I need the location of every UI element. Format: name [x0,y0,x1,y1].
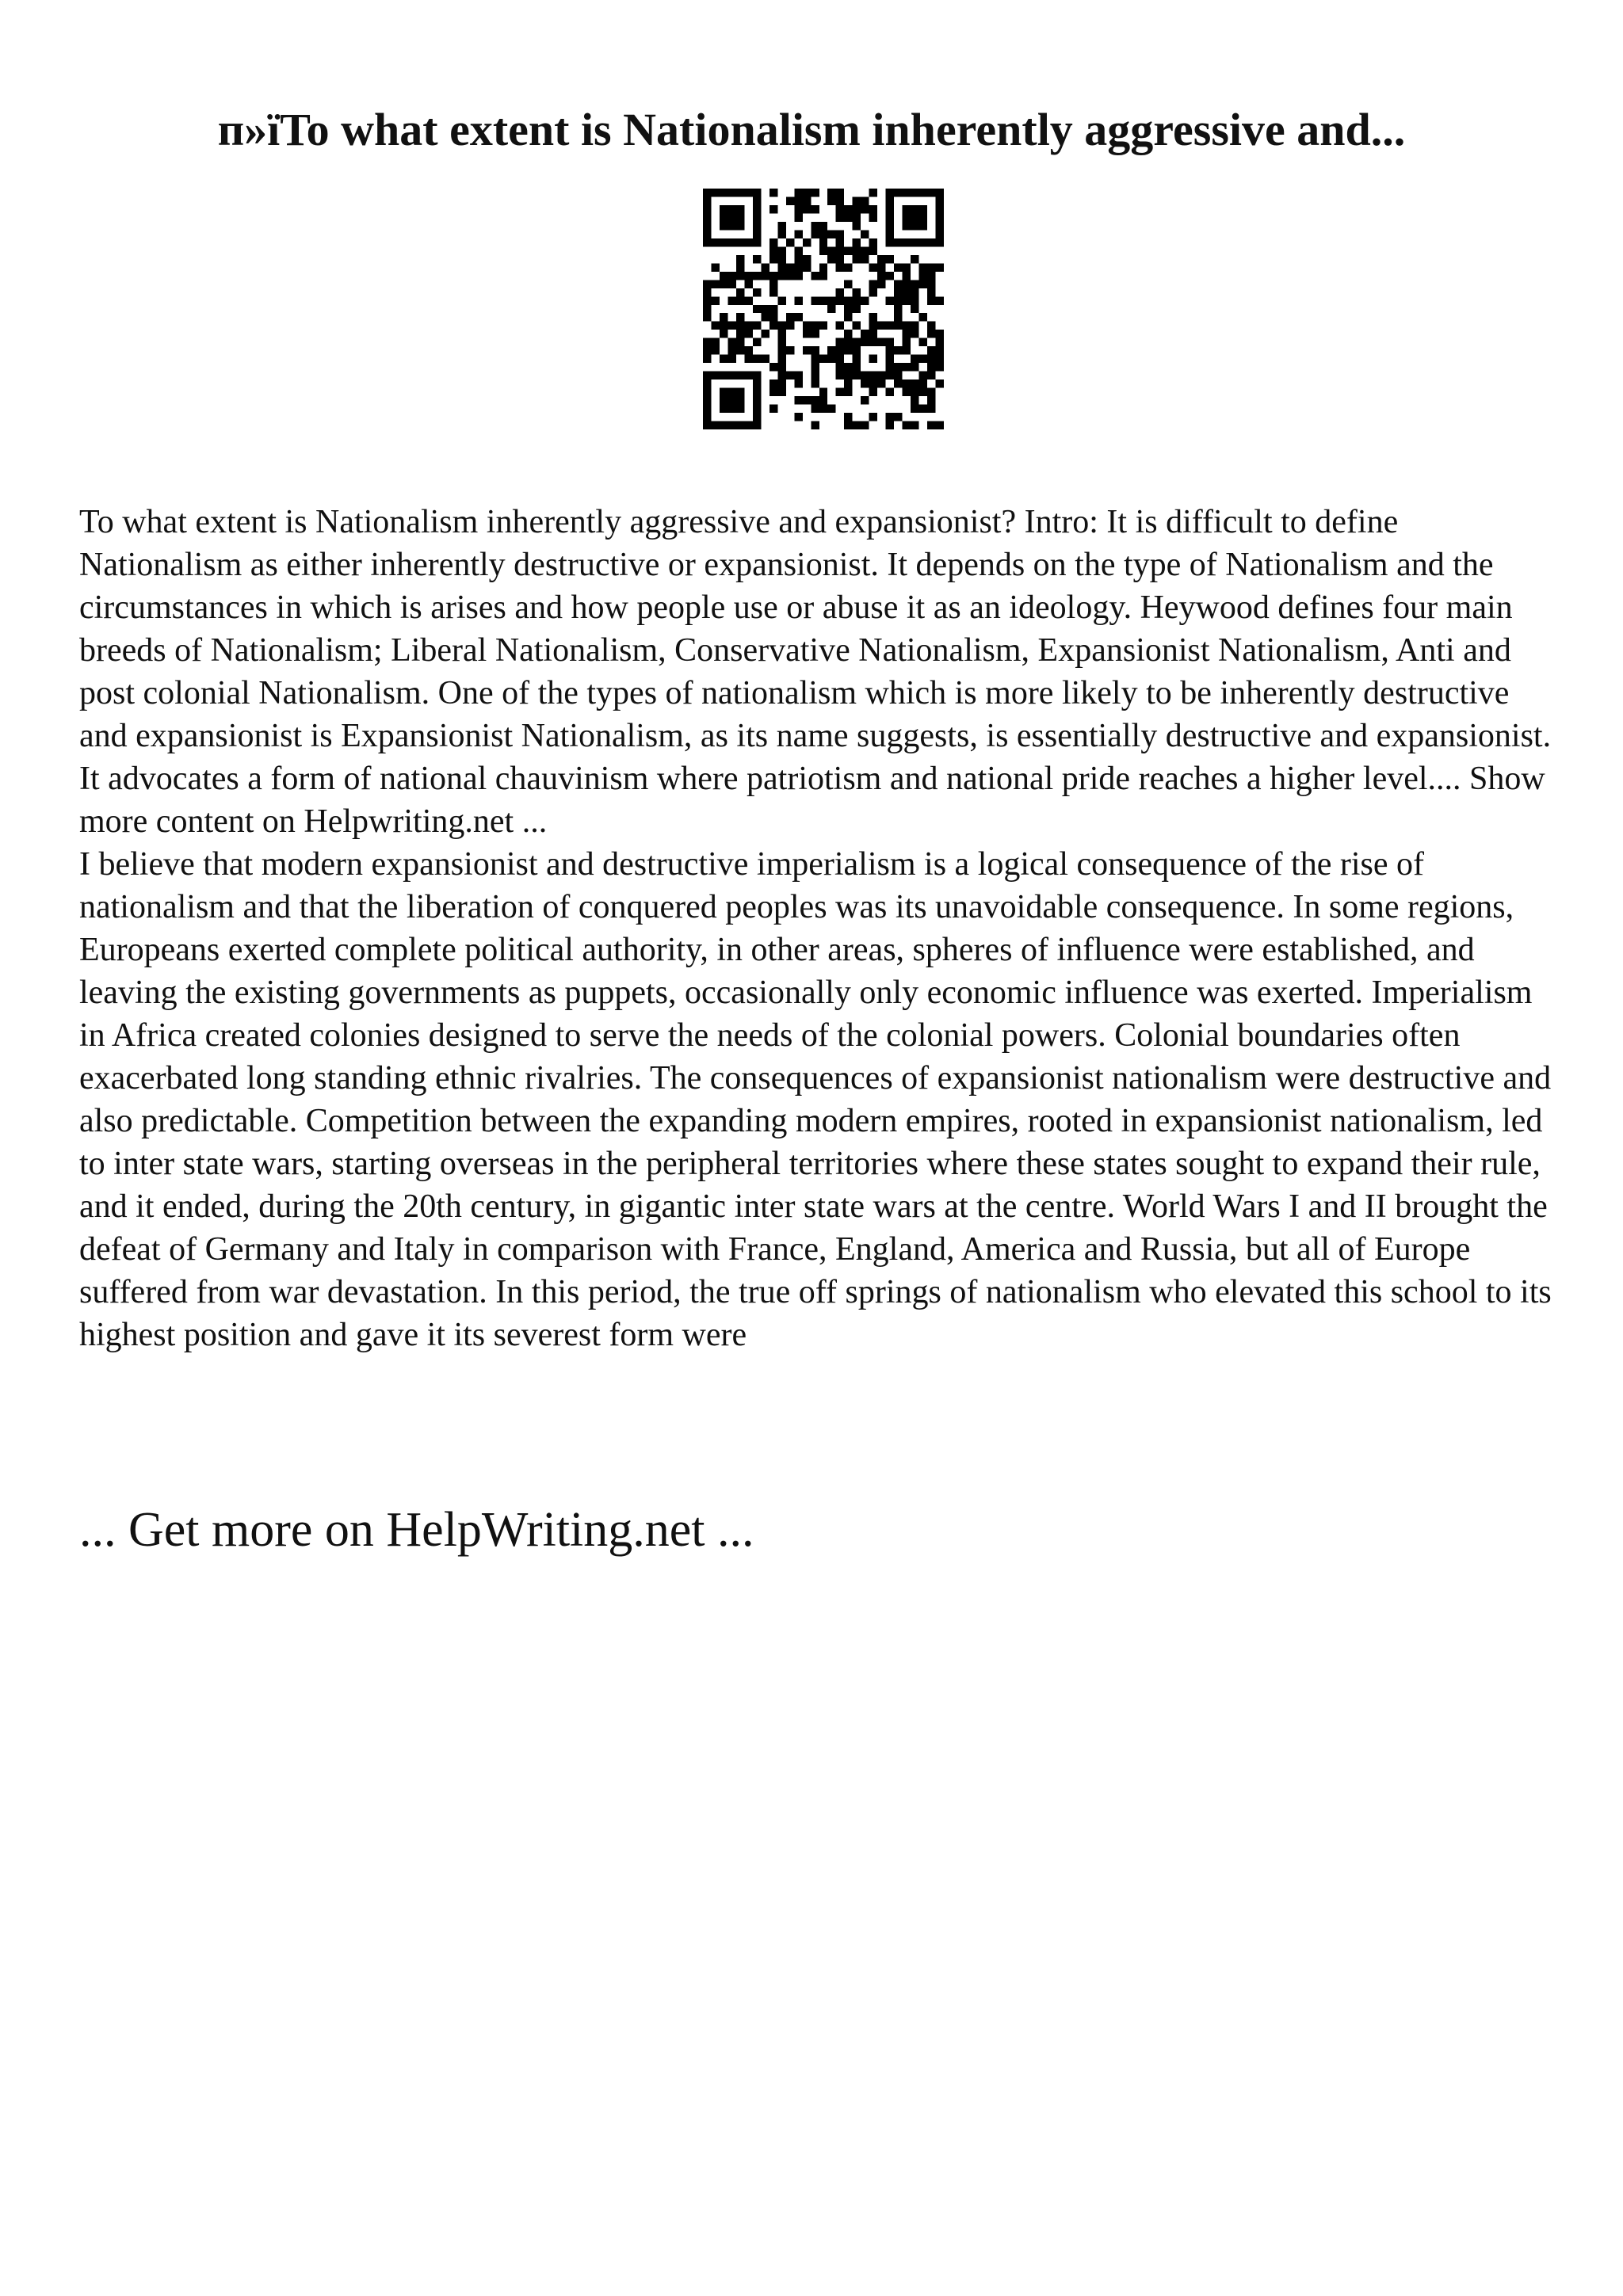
document-body [79,501,1553,1356]
get-more-link[interactable]: ... Get more on HelpWriting.net ... [79,1503,754,1557]
body-paragraph-intro: To what extent is Nationalism inherently aggressive and expansionist? Intro: It is difficult to define Nationalism as either inherently destructive or expansionist. It depends on the type of Nationalism and the circumstances in which is arises and how people use or abuse it as an ideology. Heywood defines four main breeds of Nationalism; Liberal Nationalism, Conservative Nationalism, Expansionist Nationalism, Anti and post colonial Nationalism. One of the types of nationalism which is more likely to be inherently destructive and expansionist is Expansionist Nationalism, as its name suggests, is essentially destructive and expansionist. It advocates a form of national chauvinism where patriotism and national pride reaches a higher level.... Show more content on Helpwriting.net ... [79,504,1552,840]
qr-code-icon[interactable] [703,189,944,429]
document-title: п»їTo what extent is Nationalism inherently aggressive and... [217,104,1406,155]
body-paragraph-main: I believe that modern expansionist and destructive imperialism is a logical consequence of the rise of nationalism and that the liberation of conquered peoples was its unavoidable consequence. In some regions, Europeans exerted complete political authority, in other areas, spheres of influence were established, and leaving the existing governments as puppets, occasionally only economic influence was exerted. Imperialism in Africa created colonies designed to serve the needs of the colonial powers. Colonial boundaries often exacerbated long standing ethnic rivalries. The consequences of expansionist nationalism were destructive and also predictable. Competition between the expanding modern empires, rooted in expansionist nationalism, led to inter state wars, starting overseas in the peripheral territories where these states sought to expand their rule, and it ended, during the 20th century, in gigantic inter state wars at the centre. World Wars I and II brought the defeat of Germany and Italy in comparison with France, England, America and Russia, but all of Europe suffered from war devastation. In this period, the true off springs of nationalism who elevated this school to its highest position and gave it its severest form were [79,846,1552,1353]
